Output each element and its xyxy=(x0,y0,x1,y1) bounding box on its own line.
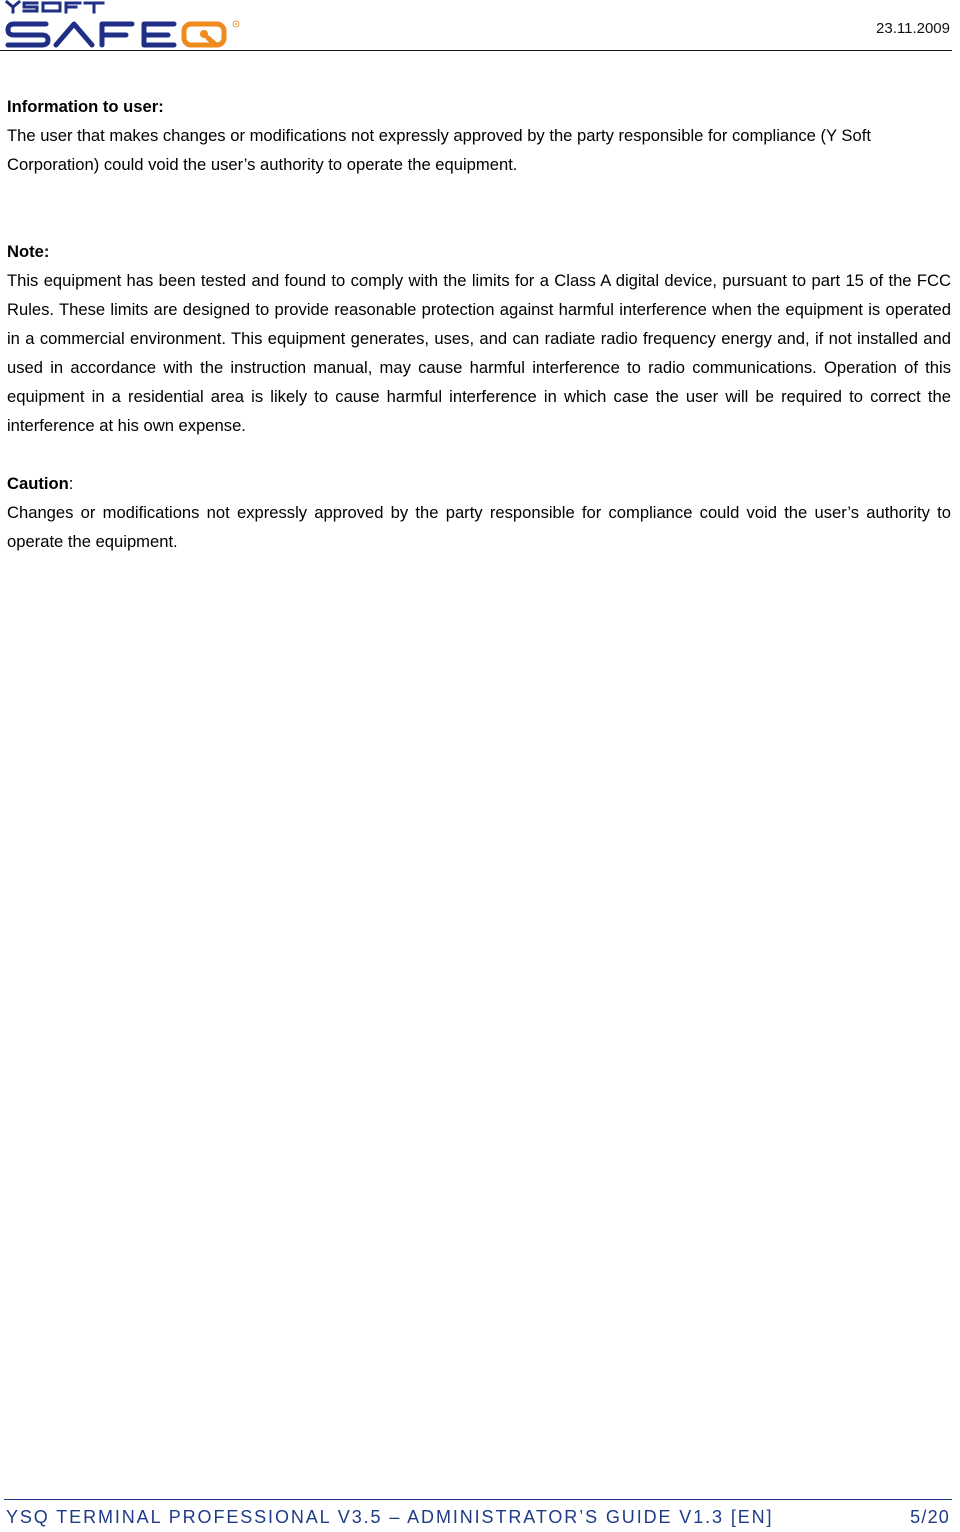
information-to-user-section xyxy=(7,92,951,179)
spacer xyxy=(7,440,951,469)
page-number: 5/20 xyxy=(910,1507,950,1527)
ysoft-safeq-logo xyxy=(4,0,244,48)
page-footer xyxy=(4,1499,952,1532)
information-to-user-heading: Information to user: xyxy=(7,97,164,116)
caution-heading-colon: : xyxy=(68,474,74,493)
document-body xyxy=(7,92,951,556)
footer-document-title: YSQ TERMINAL PROFESSIONAL V3.5 – ADMINISTRATOR’S GUIDE V1.3 [EN] xyxy=(6,1507,774,1527)
spacer xyxy=(7,179,951,237)
note-section xyxy=(7,237,951,440)
caution-heading: Caution xyxy=(7,474,69,493)
caution-text: Changes or modifications not expressly approved by the party responsible for compliance could void the user’s authority to operate the equipment. xyxy=(7,503,951,551)
page-header xyxy=(0,0,952,51)
caution-section xyxy=(7,469,951,556)
information-to-user-text: The user that makes changes or modifications not expressly approved by the party responsible for compliance (Y Soft Corporation) could void the user’s authority to operate the equipment. xyxy=(7,126,871,174)
note-text: This equipment has been tested and found to comply with the limits for a Class A digital device, pursuant to part 15 of the FCC Rules. These limits are designed to provide reasonable protection against harmful interference when the equipment is operated in a commercial environment. This equipment generates, uses, and can radiate radio frequency energy and, if not installed and used in accordance with the instruction manual, may cause harmful interference to radio communications. Operation of this equipment in a residential area is likely to cause harmful interference in which case the user will be required to correct the interference at his own expense. xyxy=(7,271,951,435)
document-date: 23.11.2009 xyxy=(876,20,950,37)
note-heading: Note: xyxy=(7,242,50,261)
caution-heading-line xyxy=(7,469,951,498)
